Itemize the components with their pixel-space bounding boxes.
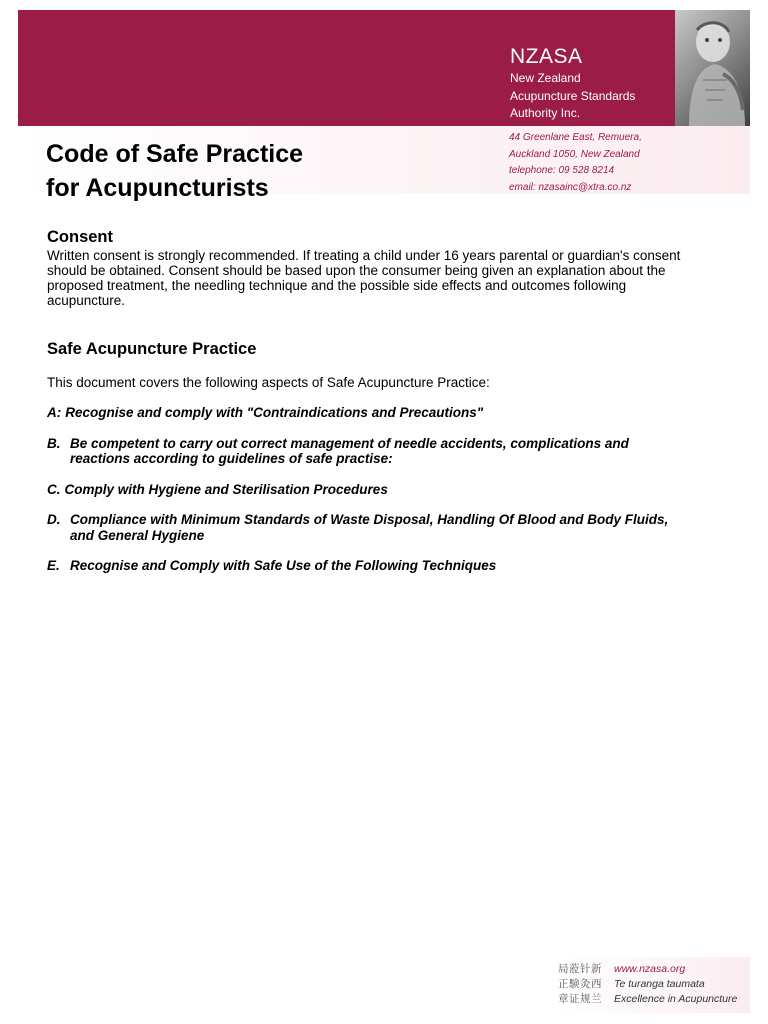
title-line-1: Code of Safe Practice [46,140,304,168]
aspect-label-d: D. [47,512,61,527]
email[interactable]: email: nzasainc@xtra.co.nz [509,181,632,193]
address-line-1: 44 Greenlane East, Remuera, [509,132,642,143]
aspect-text-b: Be competent to carry out correct management of needle accidents, complications and reactions according to guidelines of safe practise: [70,435,629,466]
aspect-text-a: Recognise and comply with "Contraindications and Precautions" [65,405,484,420]
org-line-2: Acupuncture Standards [510,88,636,103]
safe-practice-intro: This document covers the following aspects of Safe Acupuncture Practice: [47,375,490,390]
title-line-2: for Acupuncturists [46,174,269,202]
org-line-3: Authority Inc. [510,106,581,120]
footer-website-link[interactable]: www.nzasa.org [614,963,686,975]
aspect-item-d [47,512,687,543]
aspect-item-b [47,436,687,467]
document-title [46,137,303,205]
aspect-item-e [47,558,687,574]
acupuncture-figure-photo [675,10,750,126]
aspect-item-c [47,482,687,498]
aspect-item-a [47,405,687,421]
consent-heading: Consent [47,228,113,246]
consent-paragraph: Written consent is strongly recommended. If treating a child under 16 years parental or guardian's consent should be obtained. Consent should be based upon the consumer being given an explanation about the proposed treatment, the needling technique and the possible side effects and outcomes following acupuncture. [47,248,681,308]
telephone: telephone: 09 528 8214 [509,165,615,176]
address-line-2: Auckland 1050, New Zealand [509,148,640,160]
org-block [510,44,635,123]
address-block [509,130,642,196]
header-band [18,10,750,126]
org-line-1: New Zealand [510,71,581,85]
aspect-label-e: E. [47,558,60,573]
aspect-label-a: A: [47,405,62,420]
footer-cjk-logo [558,962,602,1007]
cjk-line-1: 局蒞针新 [558,963,602,975]
cjk-line-3: 章证规兰 [558,993,602,1005]
aspect-text-d: Compliance with Minimum Standards of Waste Disposal, Handling Of Blood and Body Fluids, and General Hygiene [70,512,669,543]
org-name: NZASA [510,45,583,68]
safe-practice-heading: Safe Acupuncture Practice [47,340,257,358]
aspect-text-e: Recognise and Comply with Safe Use of the Following Techniques [70,558,497,573]
aspects-list [47,405,687,574]
footer-tagline-en: Excellence in Acupuncture [614,993,738,1005]
cjk-line-2: 正験灸西 [558,978,602,990]
aspect-label-c: C. [47,481,61,497]
aspect-text-c: Comply with Hygiene and Sterilisation Procedures [64,481,388,497]
footer-lines [614,962,737,1007]
aspect-label-b: B. [47,435,61,451]
footer-tagline-maori: Te turanga taumata [614,978,705,990]
